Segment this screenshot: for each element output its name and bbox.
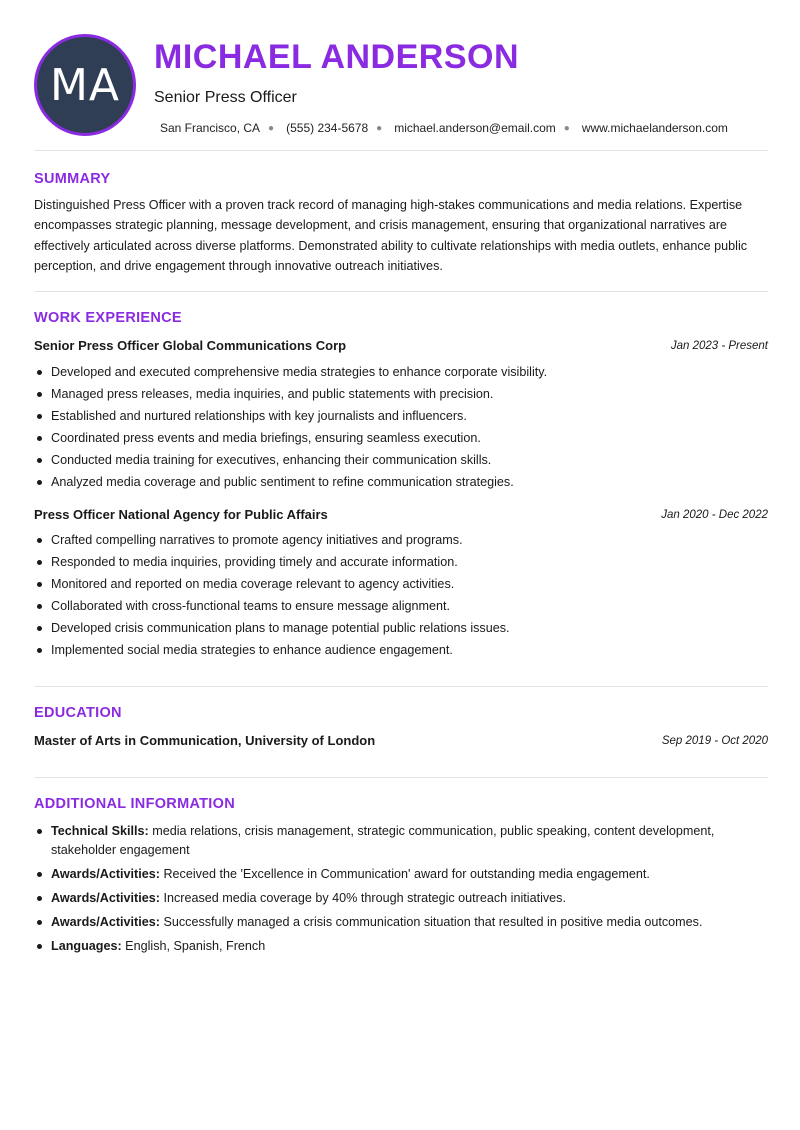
candidate-name: MICHAEL ANDERSON [154,38,520,76]
job-role: Press Officer National Agency for Public Affairs [34,507,328,522]
list-item: Crafted compelling narratives to promote agency initiatives and programs. [51,529,768,551]
list-item: Conducted media training for executives, enhancing their communication skills. [51,449,768,471]
contact-email[interactable]: michael.anderson@email.com [394,121,556,135]
education-degree: Master of Arts in Communication, University of London [34,733,376,748]
job-role: Senior Press Officer Global Communications Corp [34,338,347,353]
item-label: Languages: [51,939,122,953]
education-dates: Sep 2019 - Oct 2020 [661,735,768,747]
avatar-initials: MA [49,59,121,111]
job-bullets [51,529,768,661]
list-item [51,937,768,956]
job-header [34,338,768,356]
candidate-title: Senior Press Officer [154,89,297,106]
education-heading: EDUCATION [34,705,122,721]
item-label: Awards/Activities: [51,915,160,929]
separator-dot-icon: ● [563,122,570,134]
item-text: Increased media coverage by 40% through strategic outreach initiatives. [159,891,566,905]
item-text: Successfully managed a crisis communication situation that resulted in positive media outcomes. [159,915,703,929]
item-label: Awards/Activities: [51,867,160,881]
item-text: English, Spanish, French [121,939,266,953]
contact-phone: (555) 234-5678 [286,121,369,135]
job-dates: Jan 2023 - Present [670,340,768,352]
contact-line [160,121,728,135]
item-label: Technical Skills: [51,824,149,838]
list-item: Monitored and reported on media coverage relevant to agency activities. [51,573,768,595]
education-entry [34,733,768,751]
list-item: Analyzed media coverage and public sentiment to refine communication strategies. [51,471,768,493]
list-item [51,889,768,908]
list-item: Coordinated press events and media briefings, ensuring seamless execution. [51,427,768,449]
section-divider [34,150,768,151]
list-item [51,822,768,860]
item-label: Awards/Activities: [51,891,160,905]
additional-list [51,822,768,961]
list-item: Developed crisis communication plans to manage potential public relations issues. [51,617,768,639]
separator-dot-icon: ● [268,122,275,134]
item-text: Received the 'Excellence in Communication' award for outstanding media engagement. [159,867,650,881]
job-bullets [51,361,768,493]
summary-text: Distinguished Press Officer with a proven track record of managing high-stakes communications and media relations. Expertise encompasses strategic planning, message development, and crisis management, ensuring that organizational narratives are effectively articulated across diverse platforms. Demonstrated ability to cultivate relationships with media outlets, enhance public perception, and drive engagement through innovative outreach initiatives. [34,198,748,274]
list-item: Collaborated with cross-functional teams to ensure message alignment. [51,595,768,617]
section-divider [34,777,768,778]
list-item: Developed and executed comprehensive media strategies to enhance corporate visibility. [51,361,768,383]
item-text: media relations, crisis management, strategic communication, public speaking, content development, stakeholder engagement [51,824,715,857]
list-item [51,913,768,932]
avatar [34,34,136,136]
job-dates: Jan 2020 - Dec 2022 [661,509,768,521]
job-header [34,507,768,525]
list-item [51,865,768,884]
additional-heading: ADDITIONAL INFORMATION [34,796,235,812]
list-item: Responded to media inquiries, providing timely and accurate information. [51,551,768,573]
experience-heading: WORK EXPERIENCE [34,310,182,326]
contact-location: San Francisco, CA [160,121,261,135]
section-divider [34,686,768,687]
list-item: Implemented social media strategies to enhance audience engagement. [51,639,768,661]
contact-website[interactable]: www.michaelanderson.com [581,121,728,135]
list-item: Established and nurtured relationships with key journalists and influencers. [51,405,768,427]
section-divider [34,291,768,292]
list-item: Managed press releases, media inquiries, and public statements with precision. [51,383,768,405]
separator-dot-icon: ● [376,122,383,134]
resume-header [34,34,768,138]
summary-heading: SUMMARY [34,171,111,187]
